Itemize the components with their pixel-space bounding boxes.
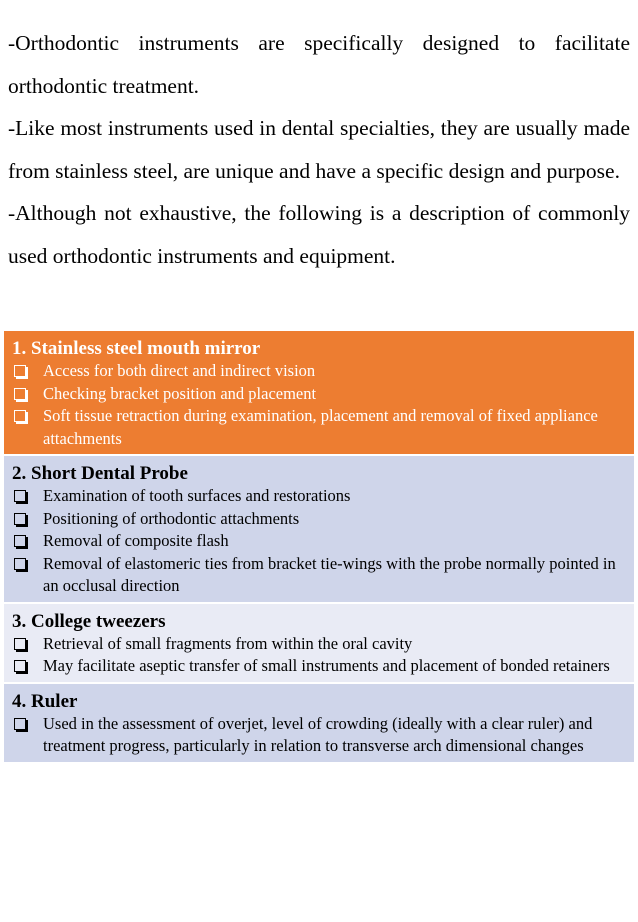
item-text: Checking bracket position and placement — [43, 383, 317, 403]
section-title: 1. Stainless steel mouth mirror — [12, 338, 261, 359]
list-item — [12, 508, 624, 531]
section-college-tweezers — [4, 604, 634, 684]
section-dental-probe — [4, 456, 634, 604]
list-item — [12, 713, 624, 758]
item-list — [12, 713, 624, 758]
item-text: Soft tissue retraction during examination, placement and removal of fixed appliance attachments — [43, 406, 598, 448]
list-item — [12, 553, 624, 598]
checkbox-bullet-icon — [14, 558, 26, 570]
list-item — [12, 485, 624, 508]
intro-paragraph-2: -Like most instruments used in dental specialties, they are usually made from stainless steel, are unique and have a specific design and purpose. — [8, 116, 630, 183]
item-text: Examination of tooth surfaces and restorations — [43, 486, 351, 505]
section-mouth-mirror — [4, 331, 634, 456]
item-text: May facilitate aseptic transfer of small instruments and placement of bonded retainers — [43, 656, 610, 675]
instruments-table — [4, 331, 634, 764]
item-list — [12, 633, 624, 678]
item-list — [12, 485, 624, 598]
list-item — [12, 530, 624, 553]
list-item — [12, 360, 624, 383]
item-text: Used in the assessment of overjet, level of crowding (ideally with a clear ruler) and treatment progress, particularly in relation to transverse arch dimensional changes — [43, 713, 593, 755]
section-title: 2. Short Dental Probe — [12, 463, 188, 484]
section-title: 3. College tweezers — [12, 610, 166, 632]
checkbox-bullet-icon — [14, 513, 26, 525]
checkbox-bullet-icon — [14, 718, 26, 730]
list-item — [12, 405, 624, 450]
checkbox-bullet-icon — [14, 490, 26, 502]
section-ruler — [4, 684, 634, 764]
intro-paragraph-3: -Although not exhaustive, the following is a description of commonly used orthodontic instruments and equipment. — [8, 201, 630, 268]
list-item — [12, 655, 624, 678]
item-text: Removal of elastomeric ties from bracket tie-wings with the probe normally pointed in an occlusal direction — [43, 553, 616, 595]
item-text: Removal of composite flash — [43, 531, 229, 550]
item-text: Access for both direct and indirect vision — [43, 361, 316, 380]
checkbox-bullet-icon — [14, 388, 26, 400]
item-text: Positioning of orthodontic attachments — [43, 508, 300, 528]
item-list — [12, 360, 624, 450]
checkbox-bullet-icon — [14, 660, 26, 672]
intro-text — [8, 22, 630, 278]
list-item — [12, 383, 624, 406]
list-item — [12, 633, 624, 656]
intro-paragraph-1: -Orthodontic instruments are specifically designed to facilitate orthodontic treatment. — [8, 31, 630, 98]
checkbox-bullet-icon — [14, 410, 26, 422]
checkbox-bullet-icon — [14, 638, 26, 650]
item-text: Retrieval of small fragments from within the oral cavity — [43, 633, 413, 653]
section-title: 4. Ruler — [12, 690, 78, 712]
checkbox-bullet-icon — [14, 535, 26, 547]
checkbox-bullet-icon — [14, 365, 26, 377]
